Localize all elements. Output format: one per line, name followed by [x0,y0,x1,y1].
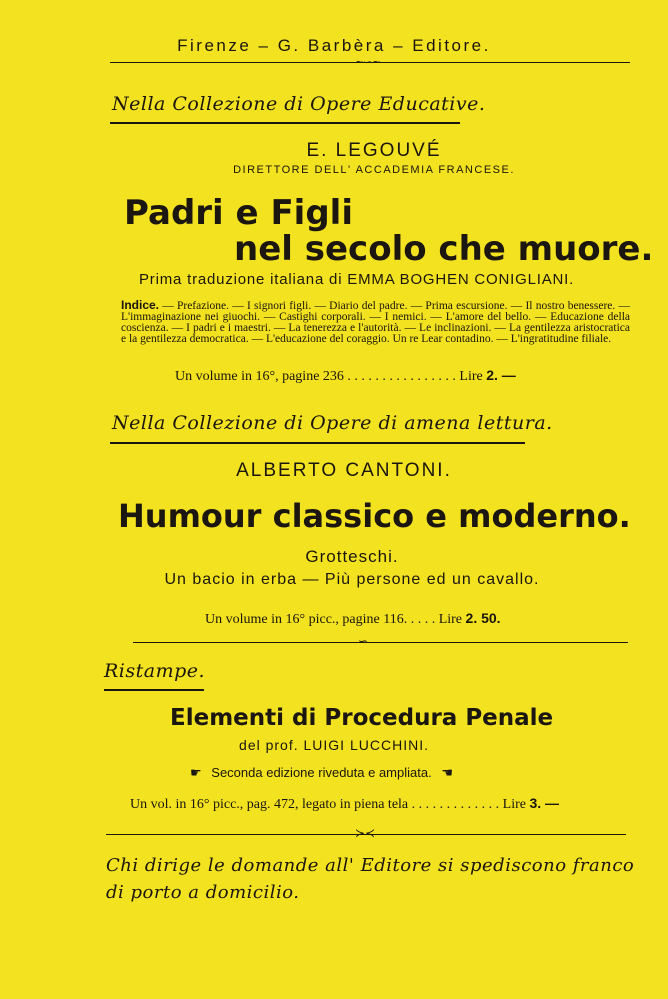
volume-text-2: Un volume in 16° picc., pagine 116. . . . . Lire [205,612,463,627]
book-index [121,300,630,345]
price-2: 2. 50. [465,610,501,626]
author-lucchini: del prof. LUIGI LUCCHINI. [239,737,429,753]
author-legouve: E. LEGOUVÉ [306,140,442,161]
price-3: 3. — [529,795,560,811]
genre-label: Grotteschi. [305,547,399,566]
handwritten-footer-note: Chi dirige le domande all' Editore si spediscono franco di porto a domicilio. [106,855,635,903]
book-title-procedura: Elementi di Procedura Penale [170,705,554,731]
collection-underline-2 [110,442,525,444]
edition-text: Seconda edizione riveduta e ampliata. [211,765,432,780]
pointing-hand-left-icon: ☚ [441,765,453,780]
pointing-hand-right-icon: ☛ [190,765,202,780]
book-title-humour: Humour classico e moderno. [118,497,631,535]
volume-text-1: Un volume in 16°, pagine 236 . . . . . . . . . . . . . . . . Lire [175,369,483,384]
volume-info-2 [205,610,501,628]
collection-heading-amena: Nella Collezione di Opere di amena lettura. [112,412,553,434]
collection-underline-1 [110,122,460,124]
author-cantoni: ALBERTO CANTONI. [236,460,452,481]
author-title: DIRETTORE DELL' ACCADEMIA FRANCESE. [233,164,515,176]
index-label: Indice. [121,298,160,312]
header-ornament: ~∽~ [356,55,381,69]
volume-info-3 [130,795,559,813]
divider-ornament-2: ≻≺ [355,826,376,840]
book-title-line2: nel secolo che muore. [234,229,654,269]
volume-info-1 [175,367,516,385]
collection-heading-ristampe: Ristampe. [104,660,206,682]
collection-heading-educative: Nella Collezione di Opere Educative. [112,93,486,115]
publisher-header: Firenze – G. Barbèra – Editore. [177,36,491,55]
index-text: — Prefazione. — I signori figli. — Diario del padre. — Prima escursione. — Il nostro benessere. — L'immaginazione nei giuochi. — Castighi corporali. — I nemici. — L'amore del bello. — Educazione della coscienza. — I padri e i maestri. — La tenerezza e l'autorità. — Le inclinazioni. — La gentilezza aristocratica e la gentilezza democratica. — L'educazione del coraggio. Un re Lear contadino. — L'ingratitudine filiale. [121,300,630,345]
divider-ornament-1: ∽ [358,634,369,648]
book-title-line1: Padri e Figli [124,193,353,233]
translation-subtitle: Prima traduzione italiana di EMMA BOGHEN CONIGLIANI. [139,271,575,288]
edition-line [190,765,453,781]
price-1: 2. — [486,367,516,383]
volume-text-3: Un vol. in 16° picc., pag. 472, legato in piena tela . . . . . . . . . . . . . Lire [130,797,526,812]
collection-underline-3 [104,689,204,691]
section-divider-1 [133,642,628,643]
stories-list: Un bacio in erba — Più persone ed un cavallo. [164,571,540,588]
